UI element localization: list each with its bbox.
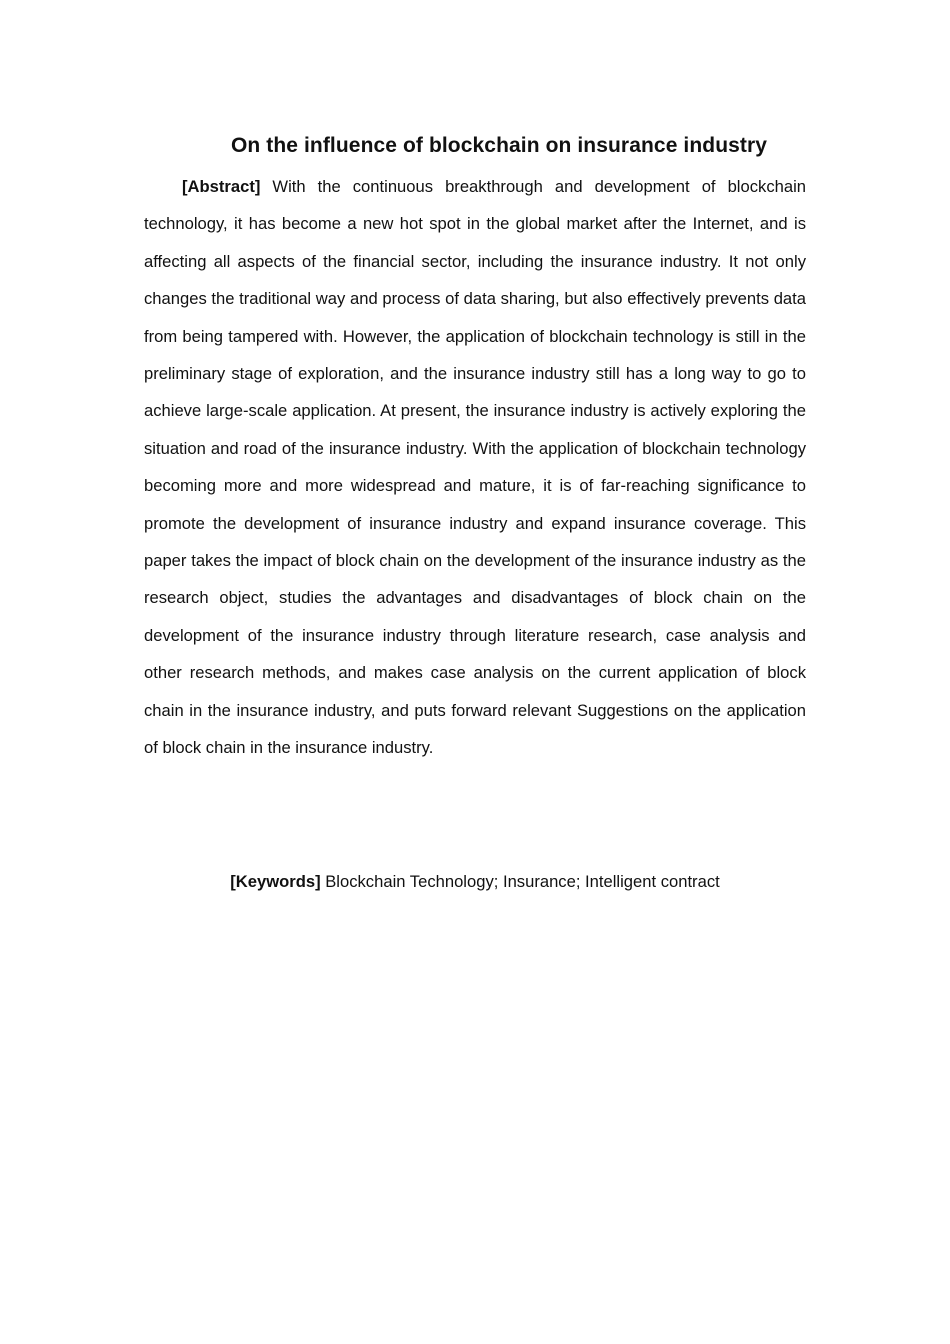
paper-title: On the influence of blockchain on insurance industry (230, 134, 768, 157)
abstract-paragraph (144, 168, 806, 767)
keywords-label: [Keywords] (230, 872, 321, 891)
keywords-line (144, 868, 806, 896)
abstract-text: With the continuous breakthrough and development of blockchain technology, it has become a new hot spot in the global market after the Internet, and is affecting all aspects of the financial sector, including the insurance industry. It not only changes the traditional way and process of data sharing, but also effectively prevents data from being tampered with. However, the application of blockchain technology is still in the preliminary stage of exploration, and the insurance industry still has a long way to go to achieve large-scale application. At present, the insurance industry is actively exploring the situation and road of the insurance industry. With the application of blockchain technology becoming more and more widespread and mature, it is of far-reaching significance to promote the development of insurance industry and expand insurance coverage. This paper takes the impact of block chain on the development of the insurance industry as the research object, studies the advantages and disadvantages of block chain on the development of the insurance industry through literature research, case analysis and other research methods, and makes case analysis on the current application of block chain in the insurance industry, and puts forward relevant Suggestions on the application of block chain in the insurance industry. (144, 177, 806, 758)
abstract-label: [Abstract] (182, 177, 261, 196)
keywords-text: Blockchain Technology; Insurance; Intelligent contract (325, 872, 720, 891)
